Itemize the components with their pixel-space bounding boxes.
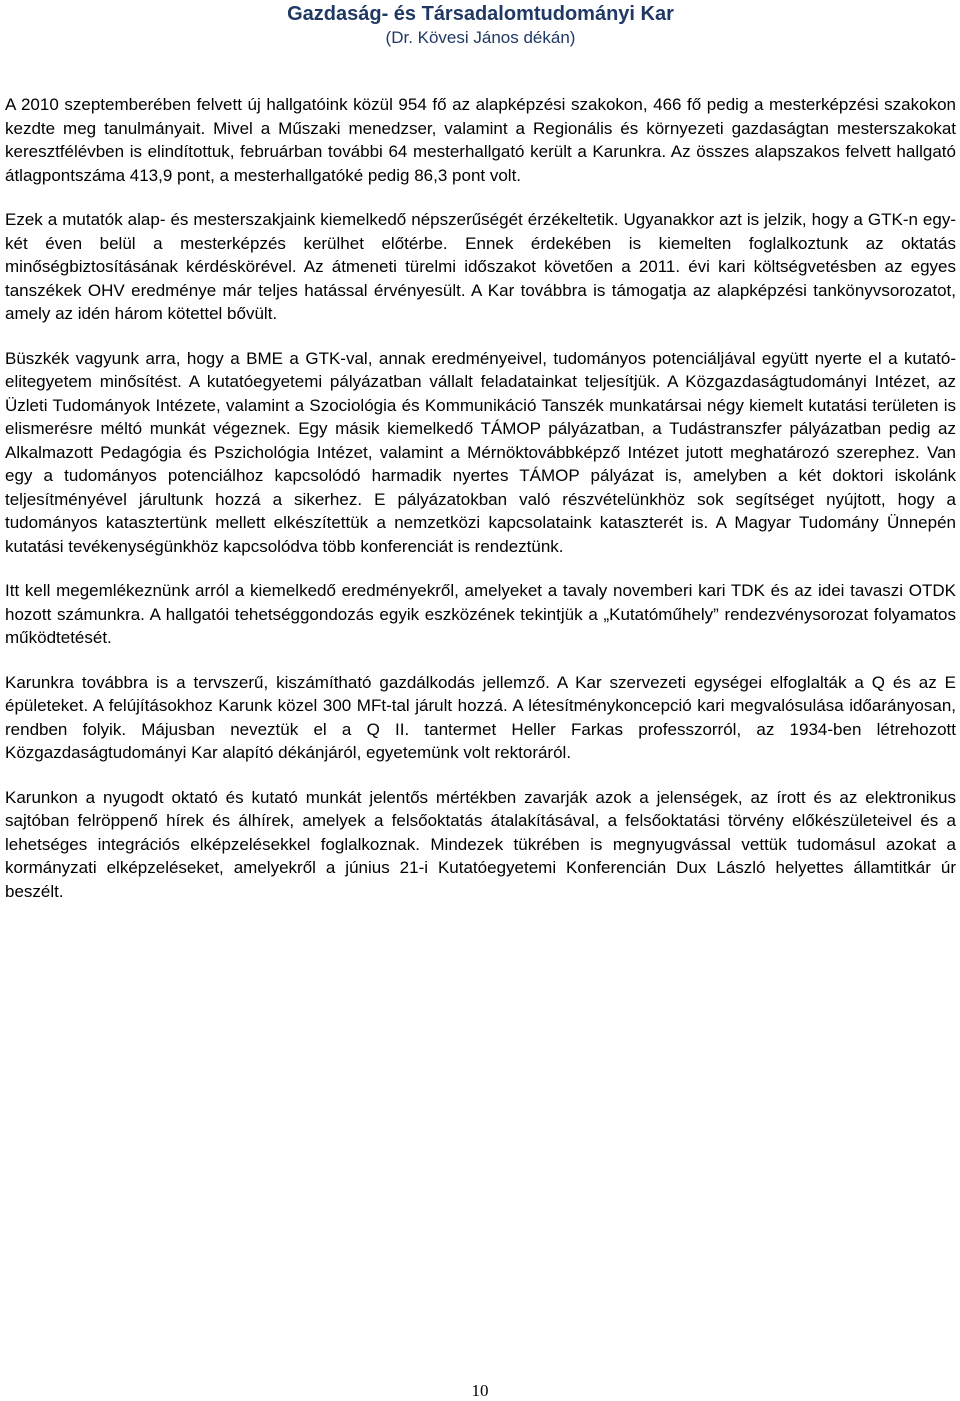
paragraph-finances: Karunkra továbbra is a tervszerű, kiszámítható gazdálkodás jellemző. A Kar szervezeti egységei elfoglalták a Q és az E épületeket. A felújításokhoz Karunk közel 300 MFt-tal járult hozzá. A létesítménykoncepció kari megvalósulása időarányosan, rendben folyik. Májusban neveztük el a Q II. tantermet Heller Farkas professzorról, az 1934-ben létrehozott Közgazdaságtudományi Kar alapító dékánjáról, egyetemünk volt rektoráról. xyxy=(5,672,956,762)
paragraph-research: Büszkék vagyunk arra, hogy a BME a GTK-val, annak eredményeivel, tudományos potenciáljával együtt nyerte el a kutató-elitegyetem minősítést. A kutatóegyetemi pályázatban vállalt feladatainkat teljesítjük. A Közgazdaságtudományi Intézet, az Üzleti Tudományok Intézete, valamint a Szociológia és Kommunikáció Tanszék munkatársai négy kiemelt kutatási területen is elismerésre méltó munkát végeznek. Egy másik kiemelkedő TÁMOP pályázatban, a Tudástranszfer pályázatban pedig az Alkalmazott Pedagógia és Pszichológia Intézet, valamint a Mérnöktovábbképző Intézet jutott meghatározó szerephez. Van egy a tudományos potenciálhoz kapcsolódó harmadik nyertes TÁMOP pályázat is, amelyben a két doktori iskolánk teljesítményével járultunk hozzá a sikerhez. E pályázatokban való részvételünkhöz sok segítséget nyújtott, hogy a tudományos katasztertünk mellett elkészítettük a nemzetközi kapcsolataink kataszterét is. A Magyar Tudomány Ünnepén kutatási tevékenységünkhöz kapcsolódva több konferenciát is rendeztünk. xyxy=(5,348,956,556)
paragraph-indicators: Ezek a mutatók alap- és mesterszakjaink kiemelkedő népszerűségét érzékeltetik. Ugyanakkor azt is jelzik, hogy a GTK-n egy-két éven belül a mesterképzés kerülhet előtérbe. Ennek érdekében is kiemelten foglalkoztunk az oktatás minőségbiztosításának kérdéskörével. Az átmeneti türelmi időszakot követően a 2011. évi kari költségvetésben az egyes tanszékek OHV eredménye már teljes hatással érvényesült. A Kar továbbra is támogatja az alapképzési tankönyvsorozatot, amely az idén három kötettel bővült. xyxy=(5,210,956,323)
paragraph-admissions: A 2010 szeptemberében felvett új hallgatóink közül 954 fő az alapképzési szakokon, 466 fő pedig a mesterképzési szakokon kezdte meg tanulmányait. Mivel a Műszaki menedzser, valamint a Regionális és környezeti gazdaságtan mesterszakokat keresztfélévben is elindítottuk, februárban további 64 mesterhallgató került a Karunkra. Az összes alapszakos felvett hallgató átlagpontszáma 413,9 pont, a mesterhallgatóké pedig 86,3 pont volt. xyxy=(5,95,956,185)
paragraph-outlook: Karunkon a nyugodt oktató és kutató munkát jelentős mértékben zavarják azok a jelenségek, az írott és az elektronikus sajtóban felröppenő hírek és álhírek, amelyek a felsőoktatás átalakításával, a felsőoktatási törvény előkészületeivel és a lehetséges integrációs elképzelésekkel foglalkoznak. Mindezek tükrében is megnyugvással vettük tudomásul azokat a kormányzati elképzeléseket, amelyekről a június 21-i Kutatóegyetemi Konferencián Dux László helyettes államtitkár úr beszélt. xyxy=(5,787,956,901)
page-subtitle: (Dr. Kövesi János dékán) xyxy=(385,28,576,47)
page-title: Gazdaság- és Társadalomtudományi Kar xyxy=(287,3,674,25)
page-number: 10 xyxy=(471,1381,489,1400)
paragraph-tdk: Itt kell megemlékeznünk arról a kiemelkedő eredményekről, amelyeket a tavaly novemberi kari TDK és az idei tavaszi OTDK hozott számunkra. A hallgatói tehetséggondozás egyik eszközének tekintjük a „Kutatóműhely” rendezvénysorozat folyamatos működtetését. xyxy=(5,581,956,647)
body-text xyxy=(5,93,956,903)
